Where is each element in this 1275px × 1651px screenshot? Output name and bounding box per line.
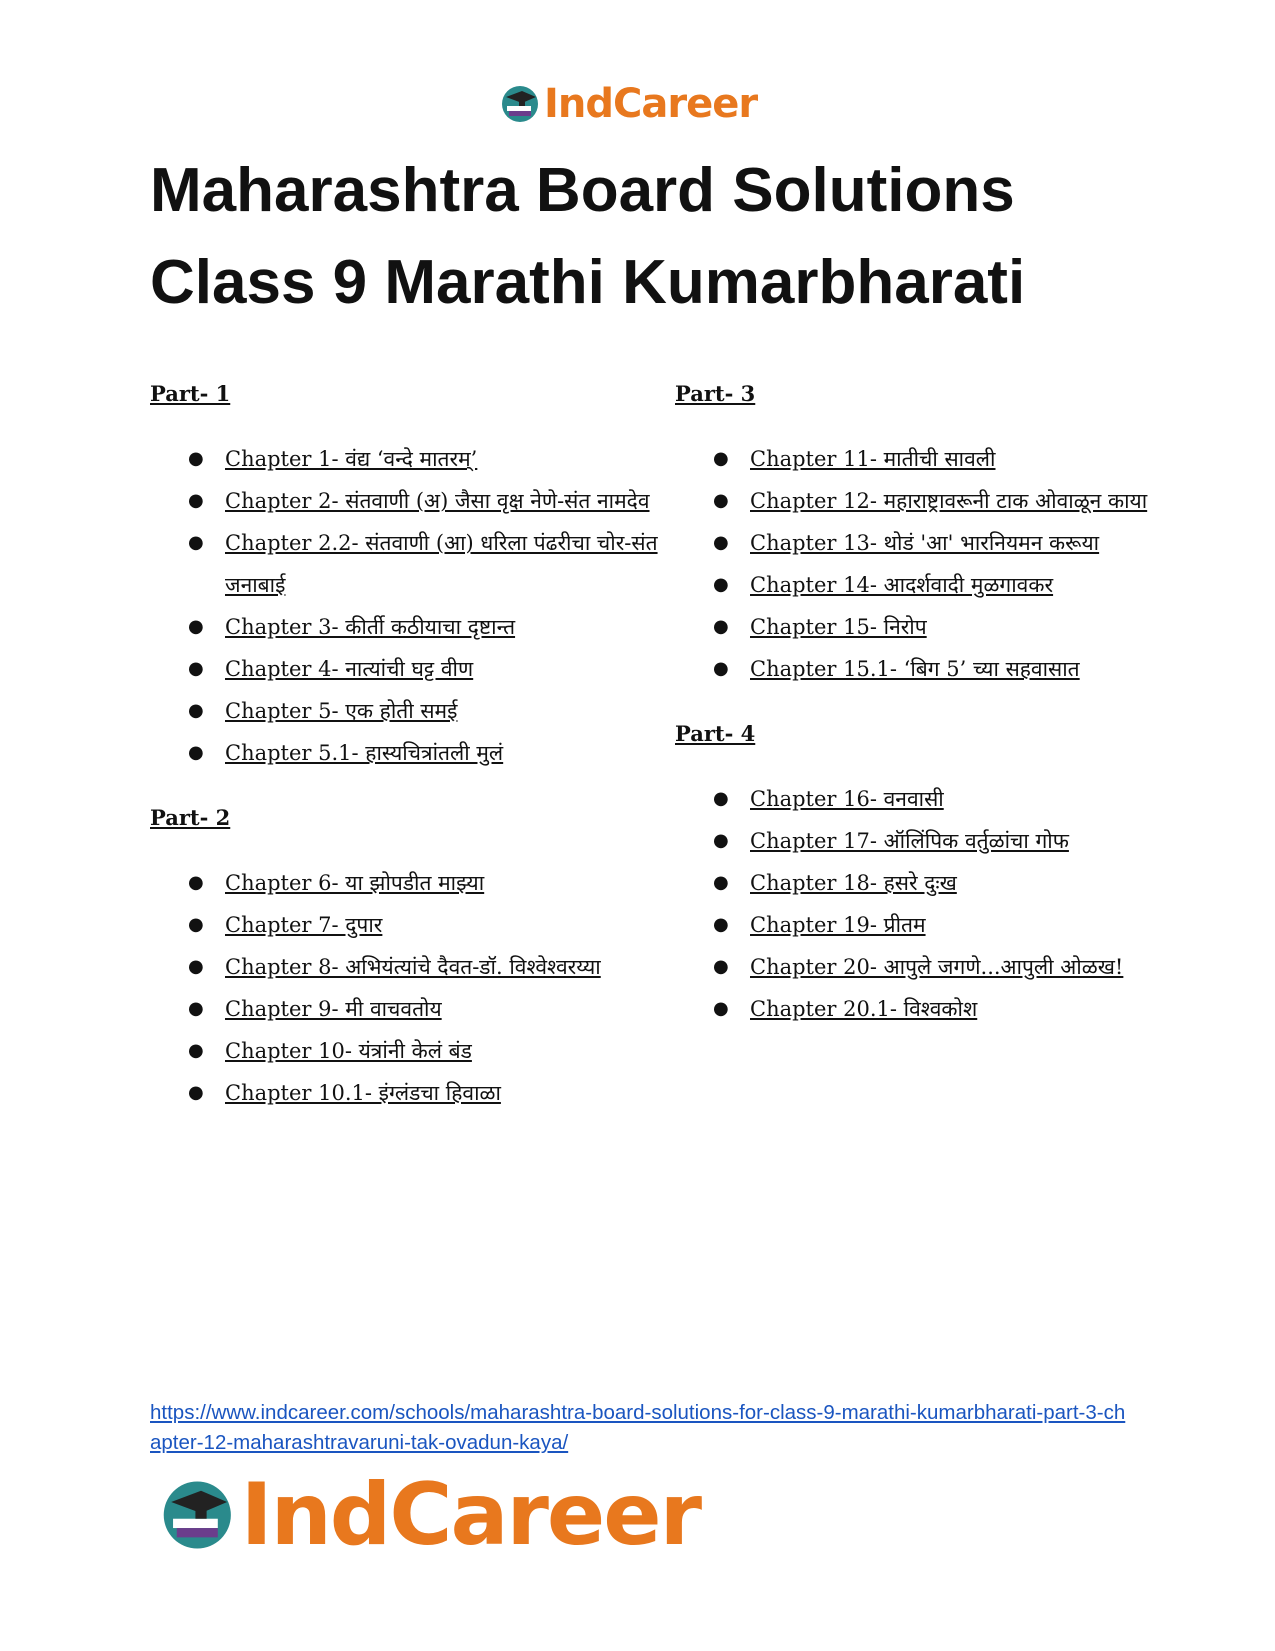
part-3-section xyxy=(675,380,1175,690)
list-item xyxy=(150,606,665,648)
bullet-icon: ● xyxy=(188,658,204,679)
list-item xyxy=(150,1030,665,1072)
list-item xyxy=(150,480,665,522)
bullet-icon: ● xyxy=(713,998,729,1019)
list-item xyxy=(150,690,665,732)
list-item xyxy=(675,946,1190,988)
bullet-icon: ● xyxy=(713,658,729,679)
title-line-1: Maharashtra Board Solutions xyxy=(150,156,1015,225)
bullet-icon: ● xyxy=(713,956,729,977)
list-item xyxy=(675,522,1190,564)
list-item xyxy=(675,438,1190,480)
chapter-link[interactable]: Chapter 6- या झोपडीत माझ्या xyxy=(225,871,485,895)
bullet-icon: ● xyxy=(713,872,729,893)
list-item xyxy=(150,946,665,988)
chapter-link[interactable]: Chapter 3- कीर्ती कठीयाचा दृष्टान्त xyxy=(225,615,516,639)
chapter-link[interactable]: Chapter 9- मी वाचवतोय xyxy=(225,997,442,1021)
chapter-link[interactable]: Chapter 16- वनवासी xyxy=(750,787,944,811)
title-line-2: Class 9 Marathi Kumarbharati xyxy=(150,248,1026,317)
bullet-icon: ● xyxy=(188,998,204,1019)
list-item xyxy=(675,820,1190,862)
chapter-link[interactable]: Chapter 19- प्रीतम xyxy=(750,913,926,937)
chapter-link[interactable]: Chapter 1- वंद्य ‘वन्दे मातरम्’ xyxy=(225,447,478,471)
bullet-icon: ● xyxy=(188,1082,204,1103)
chapter-link[interactable]: Chapter 14- आदर्शवादी मुळगावकर xyxy=(750,573,1054,597)
chapter-link[interactable]: Chapter 15.1- ‘बिग 5’ च्या सहवासात xyxy=(750,657,1080,681)
part-1-section xyxy=(150,380,658,774)
chapter-link[interactable]: Chapter 4- नात्यांची घट्ट वीण xyxy=(225,657,474,681)
graduation-cap-book-icon xyxy=(160,1473,235,1557)
chapter-list xyxy=(150,862,650,1114)
list-item xyxy=(150,862,665,904)
bullet-icon: ● xyxy=(188,490,204,511)
right-column xyxy=(675,380,1175,1060)
list-item xyxy=(675,648,1190,690)
chapter-list xyxy=(675,778,1175,1030)
bullet-icon: ● xyxy=(713,532,729,553)
chapter-link[interactable]: Chapter 15- निरोप xyxy=(750,615,927,639)
chapter-link[interactable]: Chapter 5- एक होती समई xyxy=(225,699,458,723)
indcareer-logo-bottom xyxy=(160,1465,700,1565)
list-item xyxy=(150,648,665,690)
list-item xyxy=(150,1072,665,1114)
chapter-list xyxy=(150,438,658,774)
bullet-icon: ● xyxy=(188,872,204,893)
list-item xyxy=(150,988,665,1030)
page-title xyxy=(150,145,1150,329)
part-heading: Part- 1 xyxy=(150,381,231,406)
chapter-link[interactable]: Chapter 5.1- हास्यचित्रांतली मुलं xyxy=(225,741,504,765)
chapter-link[interactable]: Chapter 11- मातीची सावली xyxy=(750,447,996,471)
list-item xyxy=(675,862,1190,904)
source-url-link[interactable]: https://www.indcareer.com/schools/maharashtra-board-solutions-for-class-9-marathi-kumarbharati-part-3-chapter-12-maharashtravaruni-tak-ovadun-kaya/ xyxy=(150,1401,1126,1454)
list-item xyxy=(675,606,1190,648)
list-item xyxy=(150,522,665,606)
bullet-icon: ● xyxy=(188,914,204,935)
chapter-link[interactable]: Chapter 12- महाराष्ट्रावरूनी टाक ओवाळून काया xyxy=(750,489,1148,513)
chapter-list xyxy=(675,438,1175,690)
list-item xyxy=(675,480,1190,522)
bullet-icon: ● xyxy=(188,742,204,763)
part-heading: Part- 4 xyxy=(675,721,756,746)
bullet-icon: ● xyxy=(188,700,204,721)
chapter-link[interactable]: Chapter 10.1- इंग्लंडचा हिवाळा xyxy=(225,1081,501,1105)
bullet-icon: ● xyxy=(713,490,729,511)
chapter-link[interactable]: Chapter 20.1- विश्वकोश xyxy=(750,997,978,1021)
logo-wordmark: IndCareer xyxy=(240,1465,700,1565)
bullet-icon: ● xyxy=(713,574,729,595)
list-item xyxy=(675,564,1190,606)
chapter-link[interactable]: Chapter 18- हसरे दुःख xyxy=(750,871,957,895)
chapter-link[interactable]: Chapter 2- संतवाणी (अ) जैसा वृक्ष नेणे-संत नामदेव xyxy=(225,489,650,513)
bullet-icon: ● xyxy=(188,616,204,637)
chapter-link[interactable]: Chapter 13- थोडं 'आ' भारनियमन करूया xyxy=(750,531,1100,555)
chapter-link[interactable]: Chapter 2.2- संतवाणी (आ) धरिला पंढरीचा चोर-संत जनाबाई xyxy=(225,531,658,597)
chapter-link[interactable]: Chapter 20- आपुले जगणे...आपुली ओळख! xyxy=(750,955,1124,979)
graduation-cap-book-icon xyxy=(500,84,540,124)
indcareer-logo-top xyxy=(500,80,780,128)
bullet-icon: ● xyxy=(188,956,204,977)
list-item xyxy=(675,778,1190,820)
list-item xyxy=(150,732,665,774)
chapter-link[interactable]: Chapter 8- अभियंत्यांचे दैवत-डॉ. विश्वेश्वरय्या xyxy=(225,955,601,979)
part-4-section xyxy=(675,720,1175,1030)
part-heading: Part- 2 xyxy=(150,805,231,830)
chapter-link[interactable]: Chapter 7- दुपार xyxy=(225,913,383,937)
bullet-icon: ● xyxy=(713,448,729,469)
list-item xyxy=(675,904,1190,946)
bullet-icon: ● xyxy=(713,830,729,851)
list-item xyxy=(150,438,665,480)
left-column xyxy=(150,380,658,1144)
bullet-icon: ● xyxy=(188,532,204,553)
logo-wordmark: IndCareer xyxy=(544,81,758,127)
part-2-section xyxy=(150,804,650,1114)
bullet-icon: ● xyxy=(713,788,729,809)
bullet-icon: ● xyxy=(188,448,204,469)
bullet-icon: ● xyxy=(713,616,729,637)
list-item xyxy=(150,904,665,946)
chapter-link[interactable]: Chapter 10- यंत्रांनी केलं बंड xyxy=(225,1039,472,1063)
part-heading: Part- 3 xyxy=(675,381,756,406)
bullet-icon: ● xyxy=(713,914,729,935)
bullet-icon: ● xyxy=(188,1040,204,1061)
chapter-link[interactable]: Chapter 17- ऑलिंपिक वर्तुळांचा गोफ xyxy=(750,829,1069,853)
list-item xyxy=(675,988,1190,1030)
